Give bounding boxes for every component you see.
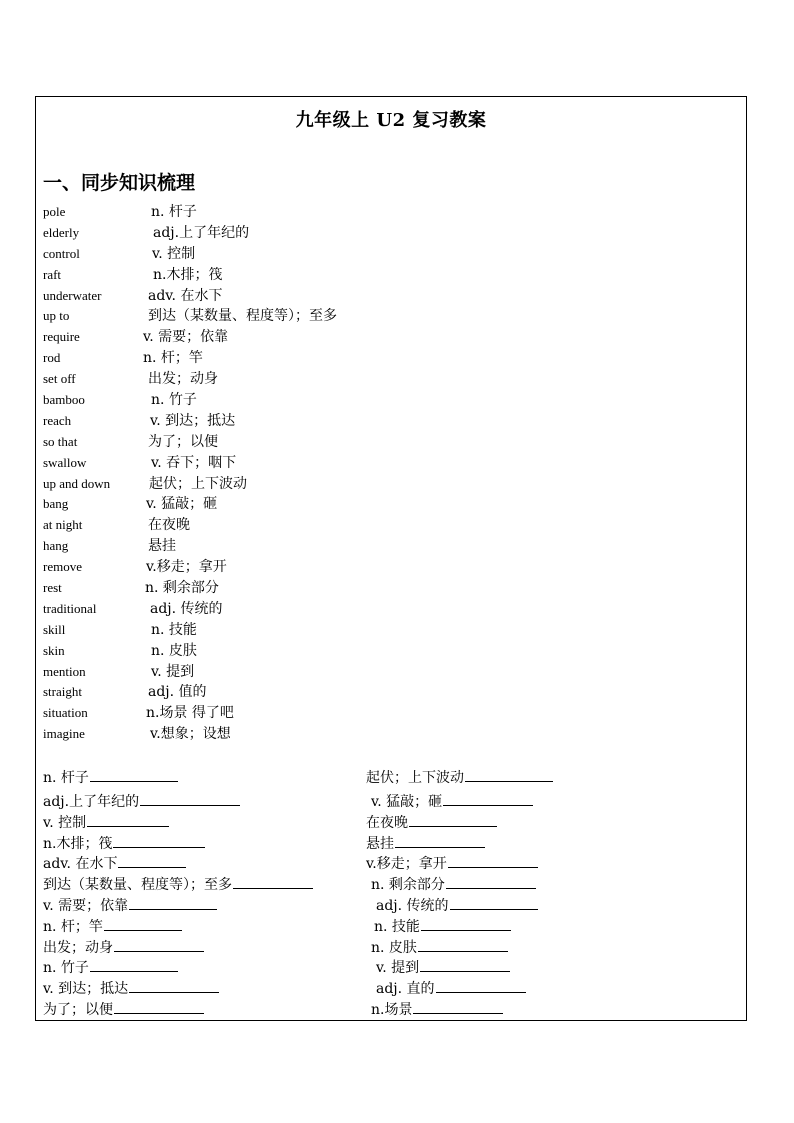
answer-blank[interactable]: [233, 874, 313, 889]
vocab-row: [43, 578, 543, 599]
vocab-row: [43, 599, 543, 620]
exercise-item: [371, 791, 533, 813]
vocab-row: [43, 390, 543, 411]
exercise-item: [376, 957, 510, 979]
vocab-meaning: v. 需要；依靠: [143, 329, 229, 346]
vocab-meaning: n. 皮肤: [151, 642, 197, 659]
vocab-meaning: adv. 在水下: [148, 287, 223, 304]
vocab-row: [43, 703, 543, 724]
vocab-word: remove: [43, 559, 82, 575]
vocab-word: traditional: [43, 600, 97, 616]
exercise-prompt: v. 提到: [376, 960, 420, 977]
vocab-row: [43, 327, 543, 348]
exercise-prompt: n. 杆子: [43, 770, 89, 786]
vocab-row: [43, 536, 543, 557]
exercise-item: [43, 833, 205, 855]
vocab-word: rest: [43, 580, 62, 596]
answer-blank[interactable]: [450, 895, 538, 910]
vocab-meaning: 为了；以便: [148, 433, 218, 450]
exercise-row: [43, 999, 743, 1020]
exercise-item: [374, 916, 511, 938]
vocab-word: hang: [43, 538, 69, 554]
fill-in-exercise: [43, 767, 743, 1020]
exercise-item: [43, 937, 204, 959]
answer-blank[interactable]: [114, 937, 204, 952]
vocab-word: elderly: [43, 224, 80, 240]
exercise-prompt: 在夜晚: [366, 814, 408, 831]
vocab-word: underwater: [43, 287, 102, 303]
exercise-item: [43, 812, 169, 834]
answer-blank[interactable]: [90, 957, 178, 972]
exercise-item: [43, 767, 178, 789]
exercise-item: [366, 812, 497, 834]
vocab-word: up and down: [43, 475, 111, 491]
exercise-row: [43, 874, 743, 895]
exercise-prompt: 悬挂: [366, 835, 394, 852]
answer-blank[interactable]: [446, 874, 536, 889]
vocab-row: [43, 620, 543, 641]
exercise-item: [366, 853, 538, 875]
vocab-meaning: n. 剩余部分: [145, 580, 219, 597]
vocab-row: [43, 265, 543, 286]
vocab-row: [43, 682, 543, 703]
exercise-prompt: n.场景: [371, 1001, 413, 1018]
answer-blank[interactable]: [436, 978, 526, 993]
vocab-meaning: n. 技能: [151, 621, 197, 638]
answer-blank[interactable]: [418, 937, 508, 952]
exercise-row: [43, 978, 743, 999]
vocab-row: [43, 557, 543, 578]
exercise-item: [43, 916, 182, 938]
vocab-row: [43, 202, 543, 223]
vocab-word: set off: [43, 371, 76, 387]
answer-blank[interactable]: [104, 916, 182, 931]
vocab-word: require: [43, 329, 80, 345]
exercise-item: [43, 853, 186, 875]
vocab-meaning: v. 提到: [151, 663, 195, 680]
vocab-meaning: v.想象；设想: [150, 726, 231, 743]
vocab-meaning: 出发；动身: [148, 371, 218, 388]
answer-blank[interactable]: [113, 833, 205, 848]
answer-blank[interactable]: [114, 999, 204, 1014]
exercise-prompt: n.木排；筏: [43, 835, 113, 852]
vocab-row: [43, 474, 543, 495]
vocab-meaning: n. 杆子: [151, 204, 197, 220]
vocab-row: [43, 662, 543, 683]
vocab-meaning: n.木排；筏: [153, 266, 223, 283]
document-title: 九年级上 U2 复习教案: [295, 110, 487, 131]
vocab-meaning: 起伏；上下波动: [149, 475, 247, 492]
exercise-prompt: v. 控制: [43, 814, 87, 831]
vocab-word: so that: [43, 433, 78, 449]
exercise-row: [43, 957, 743, 978]
vocab-row: [43, 244, 543, 265]
answer-blank[interactable]: [87, 812, 169, 827]
exercise-item: [43, 895, 217, 917]
vocab-meaning: n.场景 得了吧: [146, 705, 234, 722]
vocab-row: [43, 369, 543, 390]
vocabulary-list: [43, 202, 543, 745]
exercise-prompt: 到达（某数量、程度等）；至多: [43, 877, 232, 894]
exercise-item: [376, 978, 526, 1000]
exercise-item: [43, 957, 178, 979]
answer-blank[interactable]: [409, 812, 497, 827]
lesson-plan-frame: [35, 96, 747, 1021]
vocab-word: skill: [43, 621, 66, 637]
exercise-prompt: adj.上了年纪的: [43, 794, 140, 810]
exercise-item: [43, 978, 219, 1000]
vocab-meaning: v. 猛敲；砸: [146, 496, 218, 513]
vocab-meaning: adj. 传统的: [150, 600, 223, 617]
exercise-prompt: n. 竹子: [43, 960, 89, 977]
exercise-prompt: v. 需要；依靠: [43, 897, 129, 914]
exercise-item: [371, 874, 536, 896]
answer-blank[interactable]: [448, 853, 538, 868]
exercise-item: [371, 937, 508, 959]
exercise-item: [43, 874, 313, 896]
answer-blank[interactable]: [420, 957, 510, 972]
answer-blank[interactable]: [465, 767, 553, 782]
vocab-row: [43, 432, 543, 453]
answer-blank[interactable]: [90, 767, 178, 782]
vocab-row: [43, 348, 543, 369]
exercise-item: [366, 767, 553, 789]
exercise-row: [43, 812, 743, 833]
exercise-row: [43, 853, 743, 874]
vocab-word: at night: [43, 517, 83, 533]
exercise-prompt: v.移走；拿开: [366, 856, 447, 873]
vocab-word: raft: [43, 266, 62, 282]
vocab-word: imagine: [43, 726, 85, 742]
vocab-meaning: 到达（某数量、程度等）；至多: [148, 308, 337, 325]
answer-blank[interactable]: [413, 999, 503, 1014]
exercise-prompt: adj. 传统的: [376, 897, 449, 914]
exercise-row: [43, 833, 743, 854]
vocab-meaning: adj.上了年纪的: [153, 224, 250, 241]
exercise-item: [366, 833, 485, 855]
answer-blank[interactable]: [421, 916, 511, 931]
exercise-row: [43, 916, 743, 937]
vocab-word: up to: [43, 308, 70, 324]
vocab-row: [43, 286, 543, 307]
exercise-row: [43, 895, 743, 916]
vocab-word: mention: [43, 663, 86, 679]
vocab-meaning: n. 杆；竿: [143, 350, 203, 367]
vocab-row: [43, 724, 543, 745]
exercise-item: [371, 999, 503, 1021]
vocab-row: [43, 494, 543, 515]
exercise-row: [43, 937, 743, 958]
vocab-meaning: 悬挂: [148, 538, 176, 555]
exercise-prompt: 出发；动身: [43, 939, 113, 956]
vocab-word: bang: [43, 496, 69, 512]
vocab-row: [43, 306, 543, 327]
vocab-word: control: [43, 245, 80, 261]
answer-blank[interactable]: [129, 895, 217, 910]
vocab-meaning: v. 吞下；咽下: [151, 454, 237, 471]
exercise-item: [43, 791, 240, 813]
exercise-prompt: n. 剩余部分: [371, 877, 445, 894]
vocab-word: bamboo: [43, 392, 85, 408]
vocab-word: straight: [43, 684, 82, 700]
vocab-meaning: adj. 值的: [148, 684, 207, 701]
exercise-row: [43, 791, 743, 812]
vocab-word: rod: [43, 350, 61, 366]
exercise-prompt: 为了；以便: [43, 1001, 113, 1018]
answer-blank[interactable]: [395, 833, 485, 848]
exercise-prompt: n. 技能: [374, 918, 420, 935]
answer-blank[interactable]: [118, 853, 186, 868]
exercise-prompt: v. 猛敲；砸: [371, 794, 443, 810]
exercise-prompt: v. 到达；抵达: [43, 981, 129, 998]
vocab-row: [43, 411, 543, 432]
vocab-row: [43, 641, 543, 662]
exercise-prompt: n. 杆；竿: [43, 918, 103, 935]
vocab-row: [43, 453, 543, 474]
vocab-meaning: n. 竹子: [151, 392, 197, 409]
answer-blank[interactable]: [129, 978, 219, 993]
section-heading: 一、同步知识梳理: [43, 172, 196, 194]
exercise-prompt: n. 皮肤: [371, 939, 417, 956]
exercise-prompt: 起伏；上下波动: [366, 770, 464, 786]
vocab-meaning: v. 控制: [152, 245, 196, 262]
exercise-row: [43, 767, 743, 791]
vocab-meaning: 在夜晚: [148, 517, 190, 534]
vocab-word: swallow: [43, 454, 87, 470]
vocab-row: [43, 223, 543, 244]
answer-blank[interactable]: [443, 791, 533, 806]
vocab-word: situation: [43, 705, 88, 721]
vocab-word: pole: [43, 204, 66, 219]
vocab-meaning: v. 到达；抵达: [150, 412, 236, 429]
answer-blank[interactable]: [140, 791, 240, 806]
exercise-prompt: adj. 直的: [376, 981, 435, 998]
vocab-meaning: v.移走；拿开: [146, 559, 227, 576]
exercise-item: [376, 895, 538, 917]
vocab-row: [43, 515, 543, 536]
vocab-word: reach: [43, 412, 72, 428]
vocab-word: skin: [43, 642, 65, 658]
exercise-item: [43, 999, 204, 1021]
exercise-prompt: adv. 在水下: [43, 856, 118, 873]
